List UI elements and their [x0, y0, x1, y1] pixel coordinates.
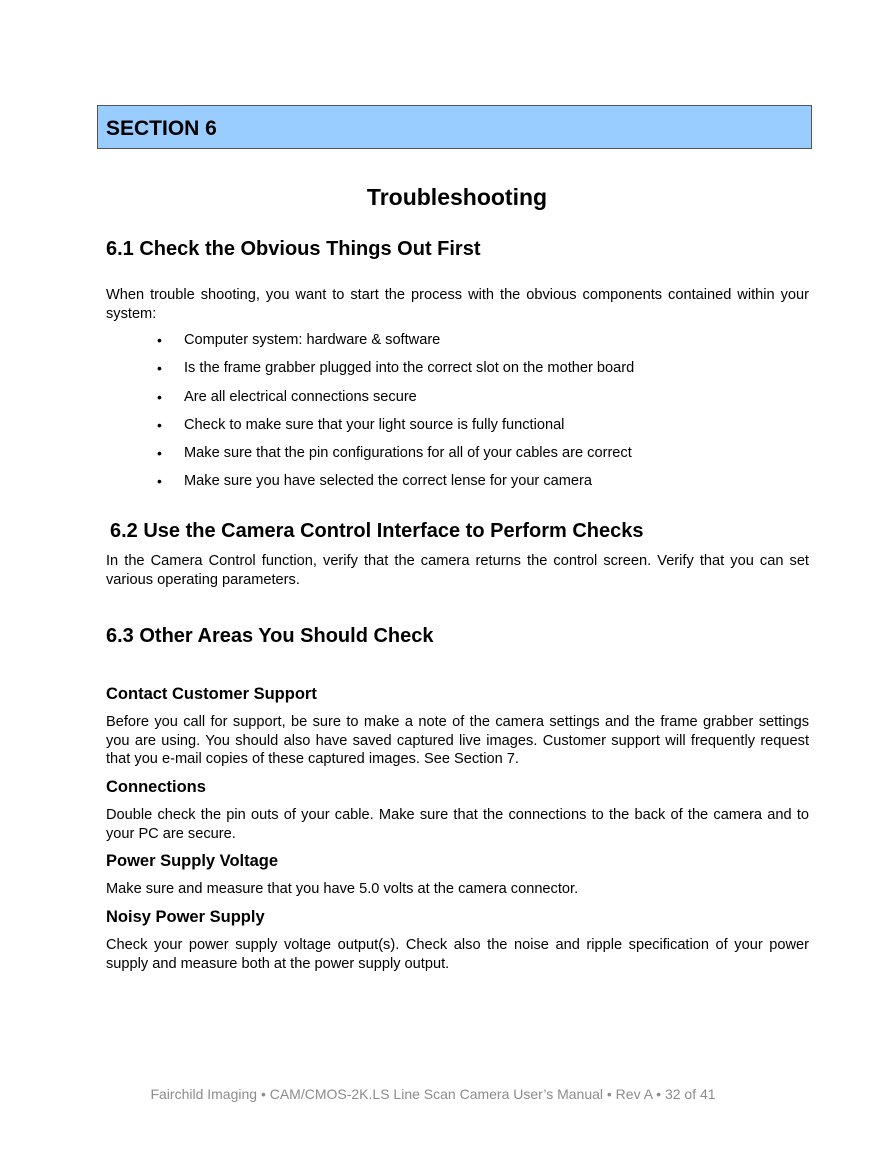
page-title: Troubleshooting — [366, 184, 548, 210]
list-item — [106, 443, 809, 471]
list-item-text: Are all electrical connections secure — [184, 388, 417, 405]
list-item — [106, 415, 809, 443]
subheading-noisy-power-supply: Noisy Power Supply — [106, 908, 265, 926]
bullet-icon: • — [157, 416, 162, 433]
heading-6-3: 6.3 Other Areas You Should Check — [106, 625, 434, 647]
section-label: SECTION 6 — [106, 117, 217, 140]
power-supply-voltage-paragraph: Make sure and measure that you have 5.0 volts at the camera connector. — [106, 881, 579, 897]
bullet-icon: • — [157, 388, 162, 405]
page-footer: Fairchild Imaging • CAM/CMOS-2K.LS Line Scan Camera User’s Manual • Rev A • 32 of 41 — [150, 1086, 716, 1102]
list-item — [106, 330, 809, 358]
customer-support-paragraph: Before you call for support, be sure to make a note of the camera settings and the frame grabber settings you are using. You should also have saved captured live images. Customer support will frequently request that you e-mail copies of these captured images. See Section 7. — [106, 714, 809, 767]
list-item — [106, 358, 809, 386]
heading-6-2: 6.2 Use the Camera Control Interface to Perform Checks — [110, 520, 644, 542]
list-item-text: Make sure you have selected the correct lense for your camera — [184, 473, 593, 490]
list-item-text: Computer system: hardware & software — [184, 332, 441, 348]
checklist — [106, 330, 809, 500]
bullet-icon: • — [157, 360, 162, 377]
heading-6-1: 6.1 Check the Obvious Things Out First — [106, 238, 481, 260]
list-item-text: Make sure that the pin configurations for all of your cables are correct — [184, 445, 632, 462]
section-banner — [97, 105, 812, 149]
list-item-text: Check to make sure that your light source is fully functional — [184, 416, 565, 433]
list-item — [106, 471, 809, 499]
subheading-power-supply-voltage: Power Supply Voltage — [106, 852, 279, 870]
bullet-icon: • — [157, 473, 162, 490]
noisy-power-supply-paragraph: Check your power supply voltage output(s). Check also the noise and ripple specification of your power supply and measure both at the power supply output. — [106, 937, 809, 972]
connections-paragraph: Double check the pin outs of your cable. Make sure that the connections to the back of the camera and to your PC are secure. — [106, 807, 809, 842]
subheading-connections: Connections — [106, 778, 206, 796]
bullet-icon: • — [157, 332, 162, 348]
bullet-icon: • — [157, 445, 162, 462]
camera-control-paragraph: In the Camera Control function, verify that the camera returns the control screen. Verify that you can set various operating parameters. — [106, 553, 809, 588]
intro-paragraph: When trouble shooting, you want to start the process with the obvious components contained within your system: — [106, 287, 809, 322]
subheading-customer-support: Contact Customer Support — [106, 685, 317, 703]
list-item-text: Is the frame grabber plugged into the correct slot on the mother board — [184, 360, 635, 377]
list-item — [106, 387, 809, 415]
